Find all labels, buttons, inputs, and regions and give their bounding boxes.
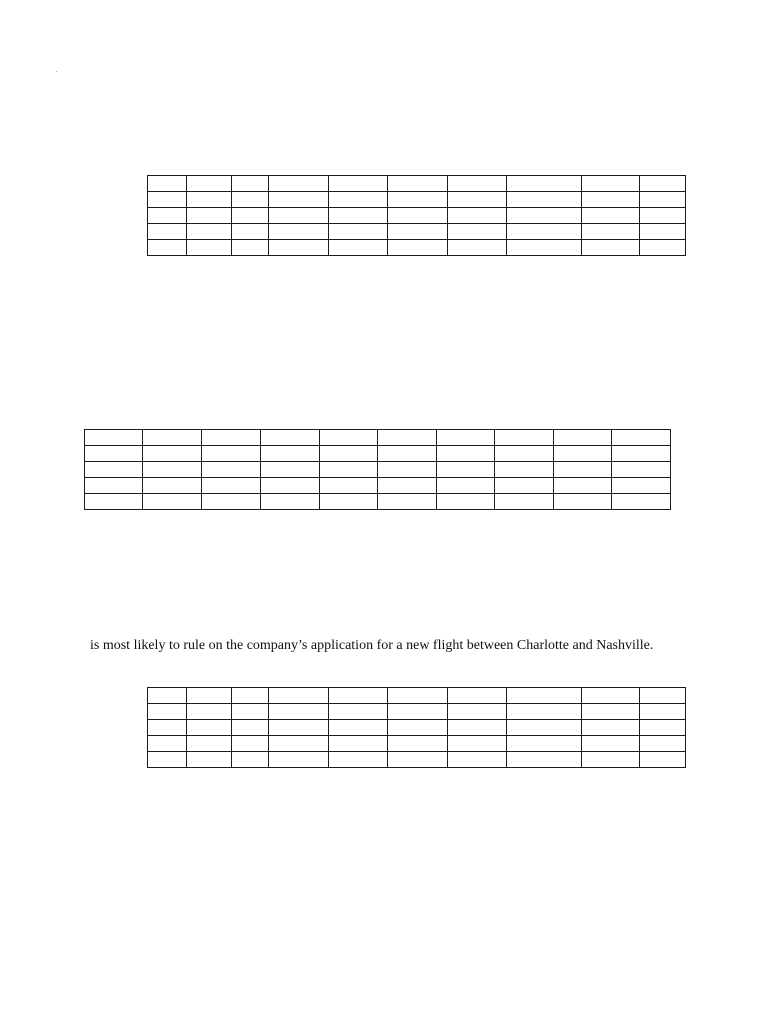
table-cell (448, 688, 507, 704)
table-cell (261, 446, 320, 462)
table-row (148, 736, 686, 752)
table-cell (148, 192, 187, 208)
table-cell (232, 240, 269, 256)
table-cell (232, 704, 269, 720)
table-cell (187, 720, 232, 736)
table-cell (202, 478, 261, 494)
table-cell (388, 688, 448, 704)
table-cell (143, 494, 202, 510)
table-cell (187, 736, 232, 752)
table-cell (329, 736, 388, 752)
table-cell (507, 704, 582, 720)
table-cell (388, 192, 448, 208)
table-row (148, 224, 686, 240)
table-cell (232, 208, 269, 224)
table-cell (269, 736, 329, 752)
table-cell (437, 446, 495, 462)
table-cell (640, 208, 686, 224)
table-cell (320, 462, 378, 478)
table-cell (448, 704, 507, 720)
table-cell (329, 176, 388, 192)
table-cell (495, 462, 554, 478)
table-cell (582, 176, 640, 192)
table-cell (148, 208, 187, 224)
table-cell (85, 446, 143, 462)
empty-table-top (147, 175, 686, 256)
table-cell (187, 208, 232, 224)
table-cell (148, 224, 187, 240)
table-row (148, 752, 686, 768)
table-row (85, 494, 671, 510)
table-cell (232, 176, 269, 192)
table-cell (378, 462, 437, 478)
table-cell (232, 752, 269, 768)
table-cell (148, 736, 187, 752)
table-row (85, 446, 671, 462)
table-cell (187, 192, 232, 208)
table-cell (143, 430, 202, 446)
table-cell (582, 224, 640, 240)
table-cell (554, 494, 612, 510)
table-row (148, 688, 686, 704)
table-cell (85, 494, 143, 510)
table-cell (582, 208, 640, 224)
table-cell (329, 240, 388, 256)
table-cell (148, 176, 187, 192)
table-cell (448, 752, 507, 768)
table-cell (202, 430, 261, 446)
table-cell (640, 688, 686, 704)
table-cell (612, 430, 671, 446)
table-row (85, 462, 671, 478)
table-cell (582, 720, 640, 736)
table-row (148, 192, 686, 208)
table-cell (329, 688, 388, 704)
table-cell (148, 752, 187, 768)
table-row (148, 208, 686, 224)
table-cell (582, 192, 640, 208)
table-cell (507, 720, 582, 736)
table-cell (437, 462, 495, 478)
table-cell (148, 720, 187, 736)
table-cell (507, 688, 582, 704)
table-cell (269, 688, 329, 704)
table-cell (378, 494, 437, 510)
table-cell (495, 446, 554, 462)
table-cell (261, 430, 320, 446)
table-cell (329, 720, 388, 736)
table-cell (507, 192, 582, 208)
table-cell (148, 704, 187, 720)
body-sentence: is most likely to rule on the company’s application for a new flight between Charlotte and Nashville. (90, 638, 654, 653)
table-cell (507, 752, 582, 768)
table-cell (269, 240, 329, 256)
table-cell (612, 462, 671, 478)
table-cell (261, 462, 320, 478)
table-cell (202, 462, 261, 478)
table-cell (261, 494, 320, 510)
table-cell (582, 704, 640, 720)
table-cell (143, 462, 202, 478)
table-cell (261, 478, 320, 494)
table-cell (269, 176, 329, 192)
table-cell (329, 192, 388, 208)
table-cell (554, 478, 612, 494)
table-cell (378, 446, 437, 462)
table-cell (202, 446, 261, 462)
table-cell (448, 208, 507, 224)
table-cell (640, 752, 686, 768)
table-cell (320, 446, 378, 462)
table-cell (612, 494, 671, 510)
table-row (148, 720, 686, 736)
table-cell (507, 736, 582, 752)
empty-table-middle (84, 429, 671, 510)
table-cell (388, 224, 448, 240)
table-cell (143, 446, 202, 462)
table-cell (640, 224, 686, 240)
table-cell (448, 176, 507, 192)
table-cell (388, 208, 448, 224)
table-cell (187, 688, 232, 704)
table-cell (187, 176, 232, 192)
table-cell (187, 240, 232, 256)
table-cell (320, 478, 378, 494)
table-cell (640, 704, 686, 720)
table-cell (612, 478, 671, 494)
table-cell (448, 192, 507, 208)
table-cell (507, 224, 582, 240)
table-row (85, 430, 671, 446)
table-cell (437, 478, 495, 494)
table-cell (640, 720, 686, 736)
table-cell (269, 208, 329, 224)
table-cell (329, 224, 388, 240)
table-cell (448, 736, 507, 752)
table-cell (582, 240, 640, 256)
table-cell (388, 720, 448, 736)
table-cell (507, 208, 582, 224)
table-row (85, 478, 671, 494)
table-cell (388, 704, 448, 720)
table-cell (143, 478, 202, 494)
table-row (148, 240, 686, 256)
table-cell (437, 494, 495, 510)
table-cell (640, 240, 686, 256)
table-cell (640, 192, 686, 208)
table-cell (388, 240, 448, 256)
table-cell (640, 736, 686, 752)
table-cell (232, 720, 269, 736)
table-cell (85, 462, 143, 478)
table-cell (85, 478, 143, 494)
table-cell (320, 494, 378, 510)
table-cell (269, 224, 329, 240)
table-cell (388, 176, 448, 192)
table-cell (495, 478, 554, 494)
table-cell (187, 704, 232, 720)
empty-table-bottom (147, 687, 686, 768)
table-cell (202, 494, 261, 510)
table-cell (507, 240, 582, 256)
table-cell (148, 240, 187, 256)
table-cell (612, 446, 671, 462)
table-cell (448, 720, 507, 736)
table-cell (448, 224, 507, 240)
table-row (148, 704, 686, 720)
table-cell (329, 704, 388, 720)
table-cell (269, 752, 329, 768)
table-cell (269, 720, 329, 736)
table-cell (554, 446, 612, 462)
table-cell (232, 736, 269, 752)
table-cell (232, 192, 269, 208)
table-cell (329, 208, 388, 224)
table-cell (582, 752, 640, 768)
table-cell (320, 430, 378, 446)
table-cell (582, 736, 640, 752)
table-cell (329, 752, 388, 768)
table-cell (448, 240, 507, 256)
page-marker: . (56, 68, 58, 74)
table-cell (187, 752, 232, 768)
table-cell (269, 192, 329, 208)
table-cell (148, 688, 187, 704)
table-row (148, 176, 686, 192)
table-cell (495, 494, 554, 510)
table-cell (232, 224, 269, 240)
table-cell (378, 430, 437, 446)
table-cell (85, 430, 143, 446)
table-cell (554, 430, 612, 446)
table-cell (269, 704, 329, 720)
table-cell (582, 688, 640, 704)
table-cell (388, 752, 448, 768)
table-cell (232, 688, 269, 704)
table-cell (640, 176, 686, 192)
table-cell (554, 462, 612, 478)
table-cell (507, 176, 582, 192)
table-cell (495, 430, 554, 446)
table-cell (187, 224, 232, 240)
table-cell (388, 736, 448, 752)
table-cell (378, 478, 437, 494)
table-cell (437, 430, 495, 446)
